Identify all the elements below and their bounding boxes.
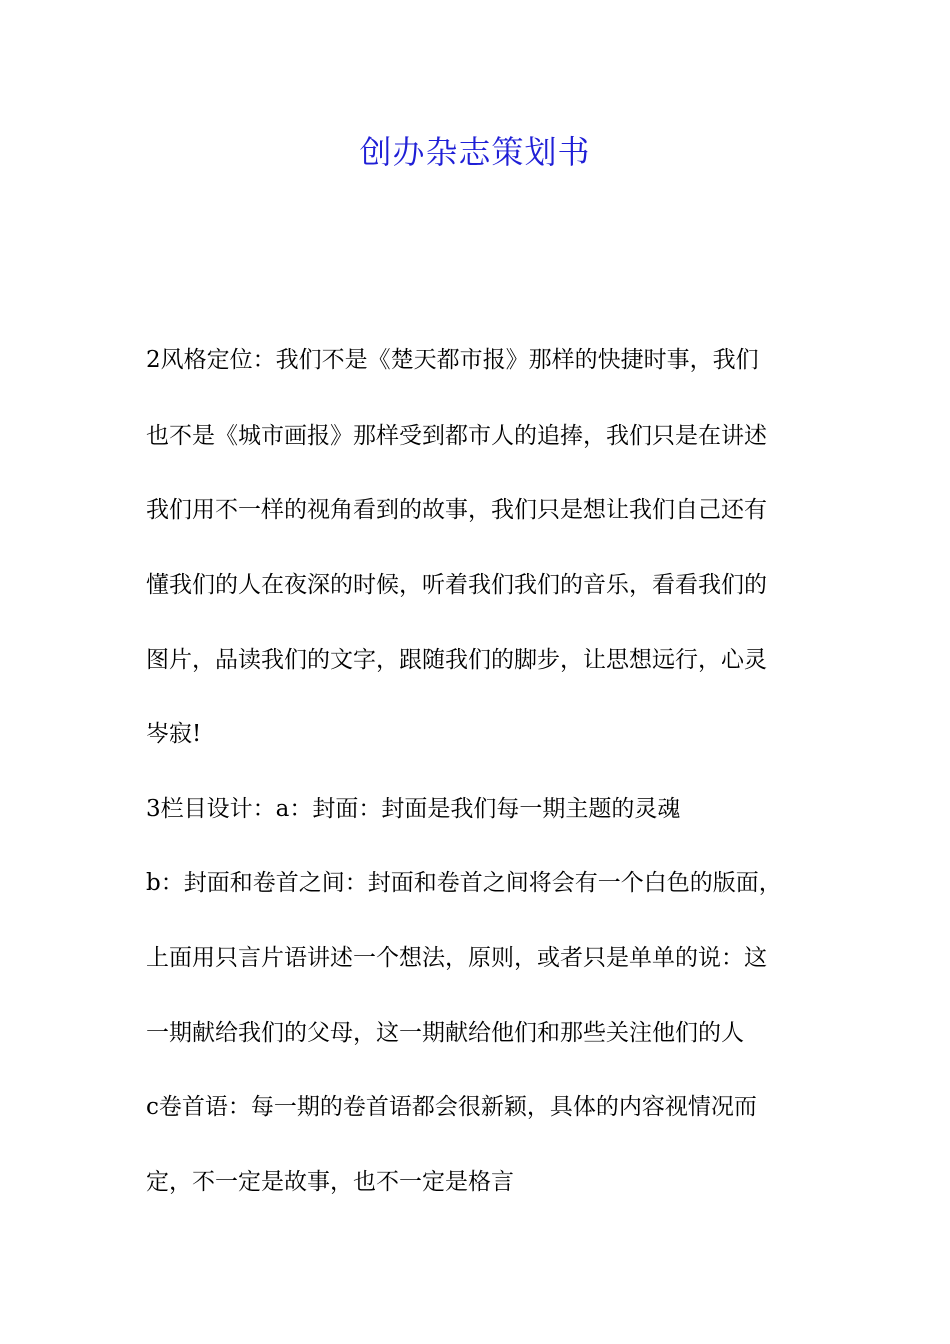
document-title: 创办杂志策划书 [359, 133, 591, 171]
body-line: 也不是《城市画报》那样受到都市人的追捧，我们只是在讲述 [146, 423, 767, 449]
body-line: 定，不一定是故事，也不一定是格言 [146, 1169, 514, 1195]
body-line: 岑寂! [146, 721, 202, 747]
body-line: 懂我们的人在夜深的时候，听着我们我们的音乐，看看我们的 [146, 572, 767, 598]
body-line: b：封面和卷首之间：封面和卷首之间将会有一个白色的版面， [146, 870, 782, 896]
body-line: 图片，品读我们的文字，跟随我们的脚步，让思想远行，心灵 [146, 647, 767, 673]
body-line: 2风格定位：我们不是《楚天都市报》那样的快捷时事，我们 [146, 347, 759, 373]
body-line: 我们用不一样的视角看到的故事，我们只是想让我们自己还有 [146, 497, 767, 523]
body-line: c卷首语：每一期的卷首语都会很新颖，具体的内容视情况而 [146, 1094, 757, 1120]
body-line: 上面用只言片语讲述一个想法，原则，或者只是单单的说：这 [146, 945, 767, 971]
body-line: 一期献给我们的父母，这一期献给他们和那些关注他们的人 [146, 1020, 744, 1046]
body-line: 3栏目设计：a：封面：封面是我们每一期主题的灵魂 [146, 796, 681, 822]
